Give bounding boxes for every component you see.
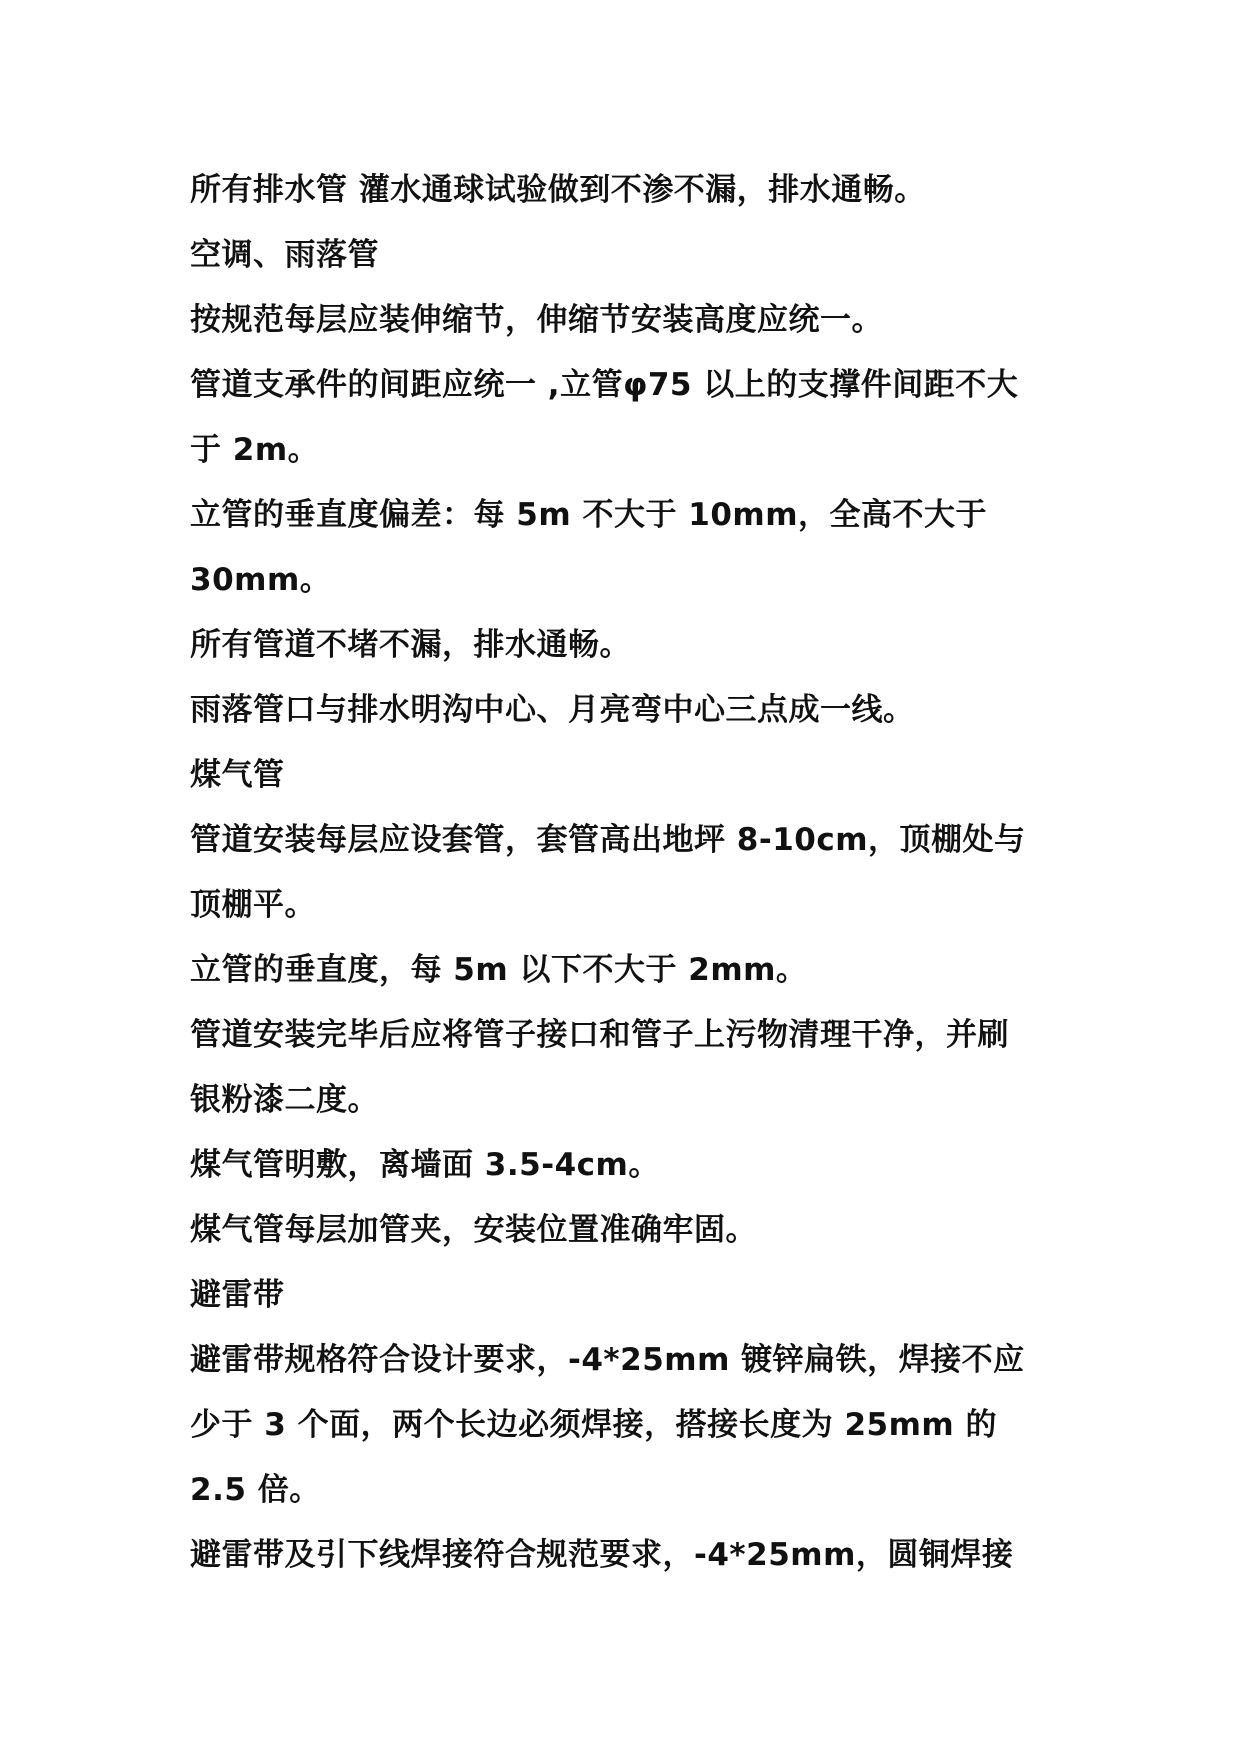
section-heading: 避雷带: [190, 1277, 285, 1313]
text-line: 雨落管口与排水明沟中心、月亮弯中心三点成一线。: [190, 692, 915, 728]
text-line: 煤气管每层加管夹，安装位置准确牢固。: [190, 1212, 757, 1248]
text-line: 管道安装每层应设套管，套管高出地坪 8-10cm，顶棚处与: [190, 822, 1026, 858]
text-line: 所有排水管 灌水通球试验做到不渗不漏，排水通畅。: [190, 172, 926, 208]
text-line: 于 2m。: [190, 432, 320, 468]
text-line: 避雷带及引下线焊接符合规范要求，-4*25mm，圆铜焊接: [190, 1537, 1014, 1573]
section-heading: 煤气管: [190, 757, 285, 793]
text-line: 避雷带规格符合设计要求，-4*25mm 镀锌扁铁，焊接不应: [190, 1342, 1025, 1378]
text-line: 立管的垂直度偏差：每 5m 不大于 10mm，全高不大于: [190, 497, 987, 533]
text-line: 按规范每层应装伸缩节，伸缩节安装高度应统一。: [190, 302, 883, 338]
text-line: 所有管道不堵不漏，排水通畅。: [190, 627, 631, 663]
text-line: 煤气管明敷，离墙面 3.5-4cm。: [190, 1147, 660, 1183]
text-line: 少于 3 个面，两个长边必须焊接，搭接长度为 25mm 的: [190, 1407, 997, 1443]
text-line: 30mm。: [190, 562, 332, 598]
section-heading: 空调、雨落管: [190, 237, 379, 273]
text-line: 2.5 倍。: [190, 1472, 321, 1508]
text-line: 管道支承件的间距应统一 ,立管φ75 以上的支撑件间距不大: [190, 367, 1019, 403]
text-line: 立管的垂直度，每 5m 以下不大于 2mm。: [190, 952, 808, 988]
text-line: 顶棚平。: [190, 887, 316, 923]
text-line: 银粉漆二度。: [190, 1082, 379, 1118]
text-line: 管道安装完毕后应将管子接口和管子上污物清理干净，并刷: [190, 1017, 1009, 1053]
document-body: [190, 158, 1060, 1588]
